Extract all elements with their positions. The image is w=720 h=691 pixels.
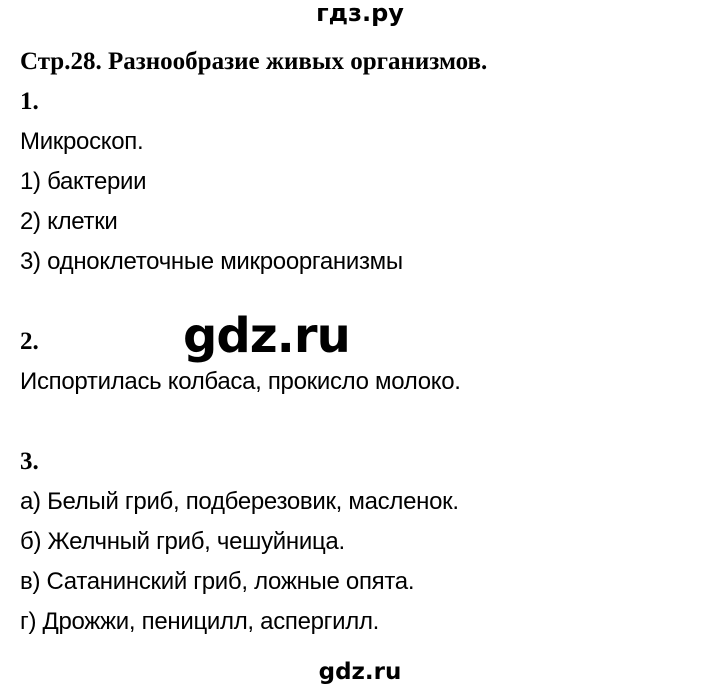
section-1-line-3: 2) клетки xyxy=(20,208,118,235)
section-2-number: 2. xyxy=(20,328,39,355)
section-1-number: 1. xyxy=(20,88,39,115)
watermark-bottom: gdz.ru xyxy=(318,659,402,685)
page-title: Стр.28. Разнообразие живых организмов. xyxy=(20,48,488,75)
section-3-number: 3. xyxy=(20,448,39,475)
watermark-top: гдз.ру xyxy=(316,0,404,27)
section-3-line-4: г) Дрожжи, пеницилл, аспергилл. xyxy=(20,608,380,635)
watermark-middle: gdz.ru xyxy=(183,308,350,364)
section-3-line-1: а) Белый гриб, подберезовик, масленок. xyxy=(20,488,459,515)
section-1-line-1: Микроскоп. xyxy=(20,128,144,155)
section-3-line-3: в) Сатанинский гриб, ложные опята. xyxy=(20,568,415,595)
section-1-line-4: 3) одноклеточные микроорганизмы xyxy=(20,248,403,275)
section-2-line-1: Испортилась колбаса, прокисло молоко. xyxy=(20,368,461,395)
section-3-line-2: б) Желчный гриб, чешуйница. xyxy=(20,528,345,555)
section-1-line-2: 1) бактерии xyxy=(20,168,147,195)
